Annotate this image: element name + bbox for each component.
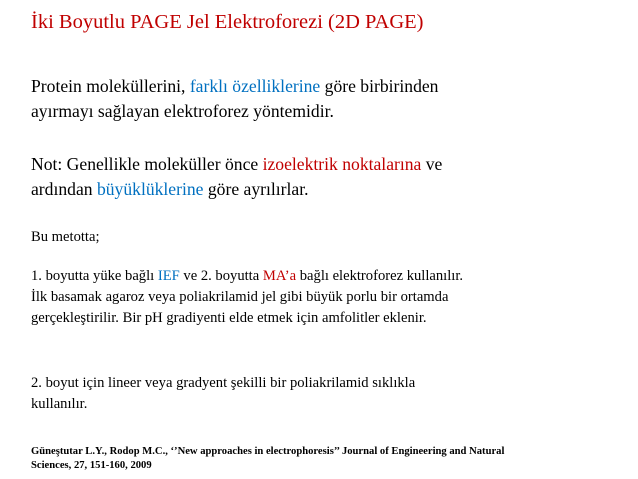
reference-line-1: Güneştutar L.Y., Rodop M.C., ‘’New approaches in electrophoresis’’ Journal of Engineering and Natural xyxy=(31,446,505,457)
highlight-different-properties: farklı özelliklerine xyxy=(189,76,321,96)
note-paragraph xyxy=(31,152,442,201)
note-text-after: ve xyxy=(421,154,443,174)
highlight-ma: MA’a xyxy=(262,268,297,284)
note-text-after-2: göre ayrılırlar. xyxy=(203,178,309,199)
highlight-ief: IEF xyxy=(157,268,180,284)
first-dim-text-3: bağlı elektroforez kullanılır. xyxy=(296,268,464,284)
first-dim-text-2: ve 2. boyutta xyxy=(179,268,263,284)
second-dim-line-2: kullanılır. xyxy=(31,396,88,412)
reference-citation xyxy=(31,445,504,473)
intro-line-2: ayırmayı sağlayan elektroforez yöntemidir. xyxy=(31,100,334,121)
intro-text-after: göre birbirinden xyxy=(320,76,439,96)
highlight-sizes: büyüklüklerine xyxy=(96,178,204,199)
note-line-1 xyxy=(31,152,442,177)
first-dim-line-1 xyxy=(31,266,463,287)
note-line-2 xyxy=(31,177,442,202)
first-dim-line-3: gerçekleştirilir. Bir pH gradiyenti elde etmek için amfolitler eklenir. xyxy=(31,310,427,326)
note-text-before: Not: Genellikle moleküller önce xyxy=(31,154,263,174)
second-dimension-paragraph xyxy=(31,373,415,415)
first-dim-line-2: İlk basamak agaroz veya poliakrilamid jel gibi büyük porlu bir ortamda xyxy=(31,289,449,305)
intro-paragraph xyxy=(31,74,438,123)
intro-text-before: Protein moleküllerini, xyxy=(31,76,190,96)
first-dimension-paragraph xyxy=(31,266,463,329)
slide-title: İki Boyutlu PAGE Jel Elektroforezi (2D PAGE) xyxy=(31,11,424,33)
second-dim-line-1: 2. boyut için lineer veya gradyent şekilli bir poliakrilamid sıklıkla xyxy=(31,375,416,391)
highlight-isoelectric-points: izoelektrik noktalarına xyxy=(262,154,422,174)
first-dim-text-1: 1. boyutta yüke bağlı xyxy=(31,268,158,284)
intro-line-1 xyxy=(31,74,438,99)
reference-line-2: Sciences, 27, 151-160, 2009 xyxy=(31,460,152,471)
method-intro: Bu metotta; xyxy=(31,229,100,245)
note-text-before-2: ardından xyxy=(31,178,97,199)
